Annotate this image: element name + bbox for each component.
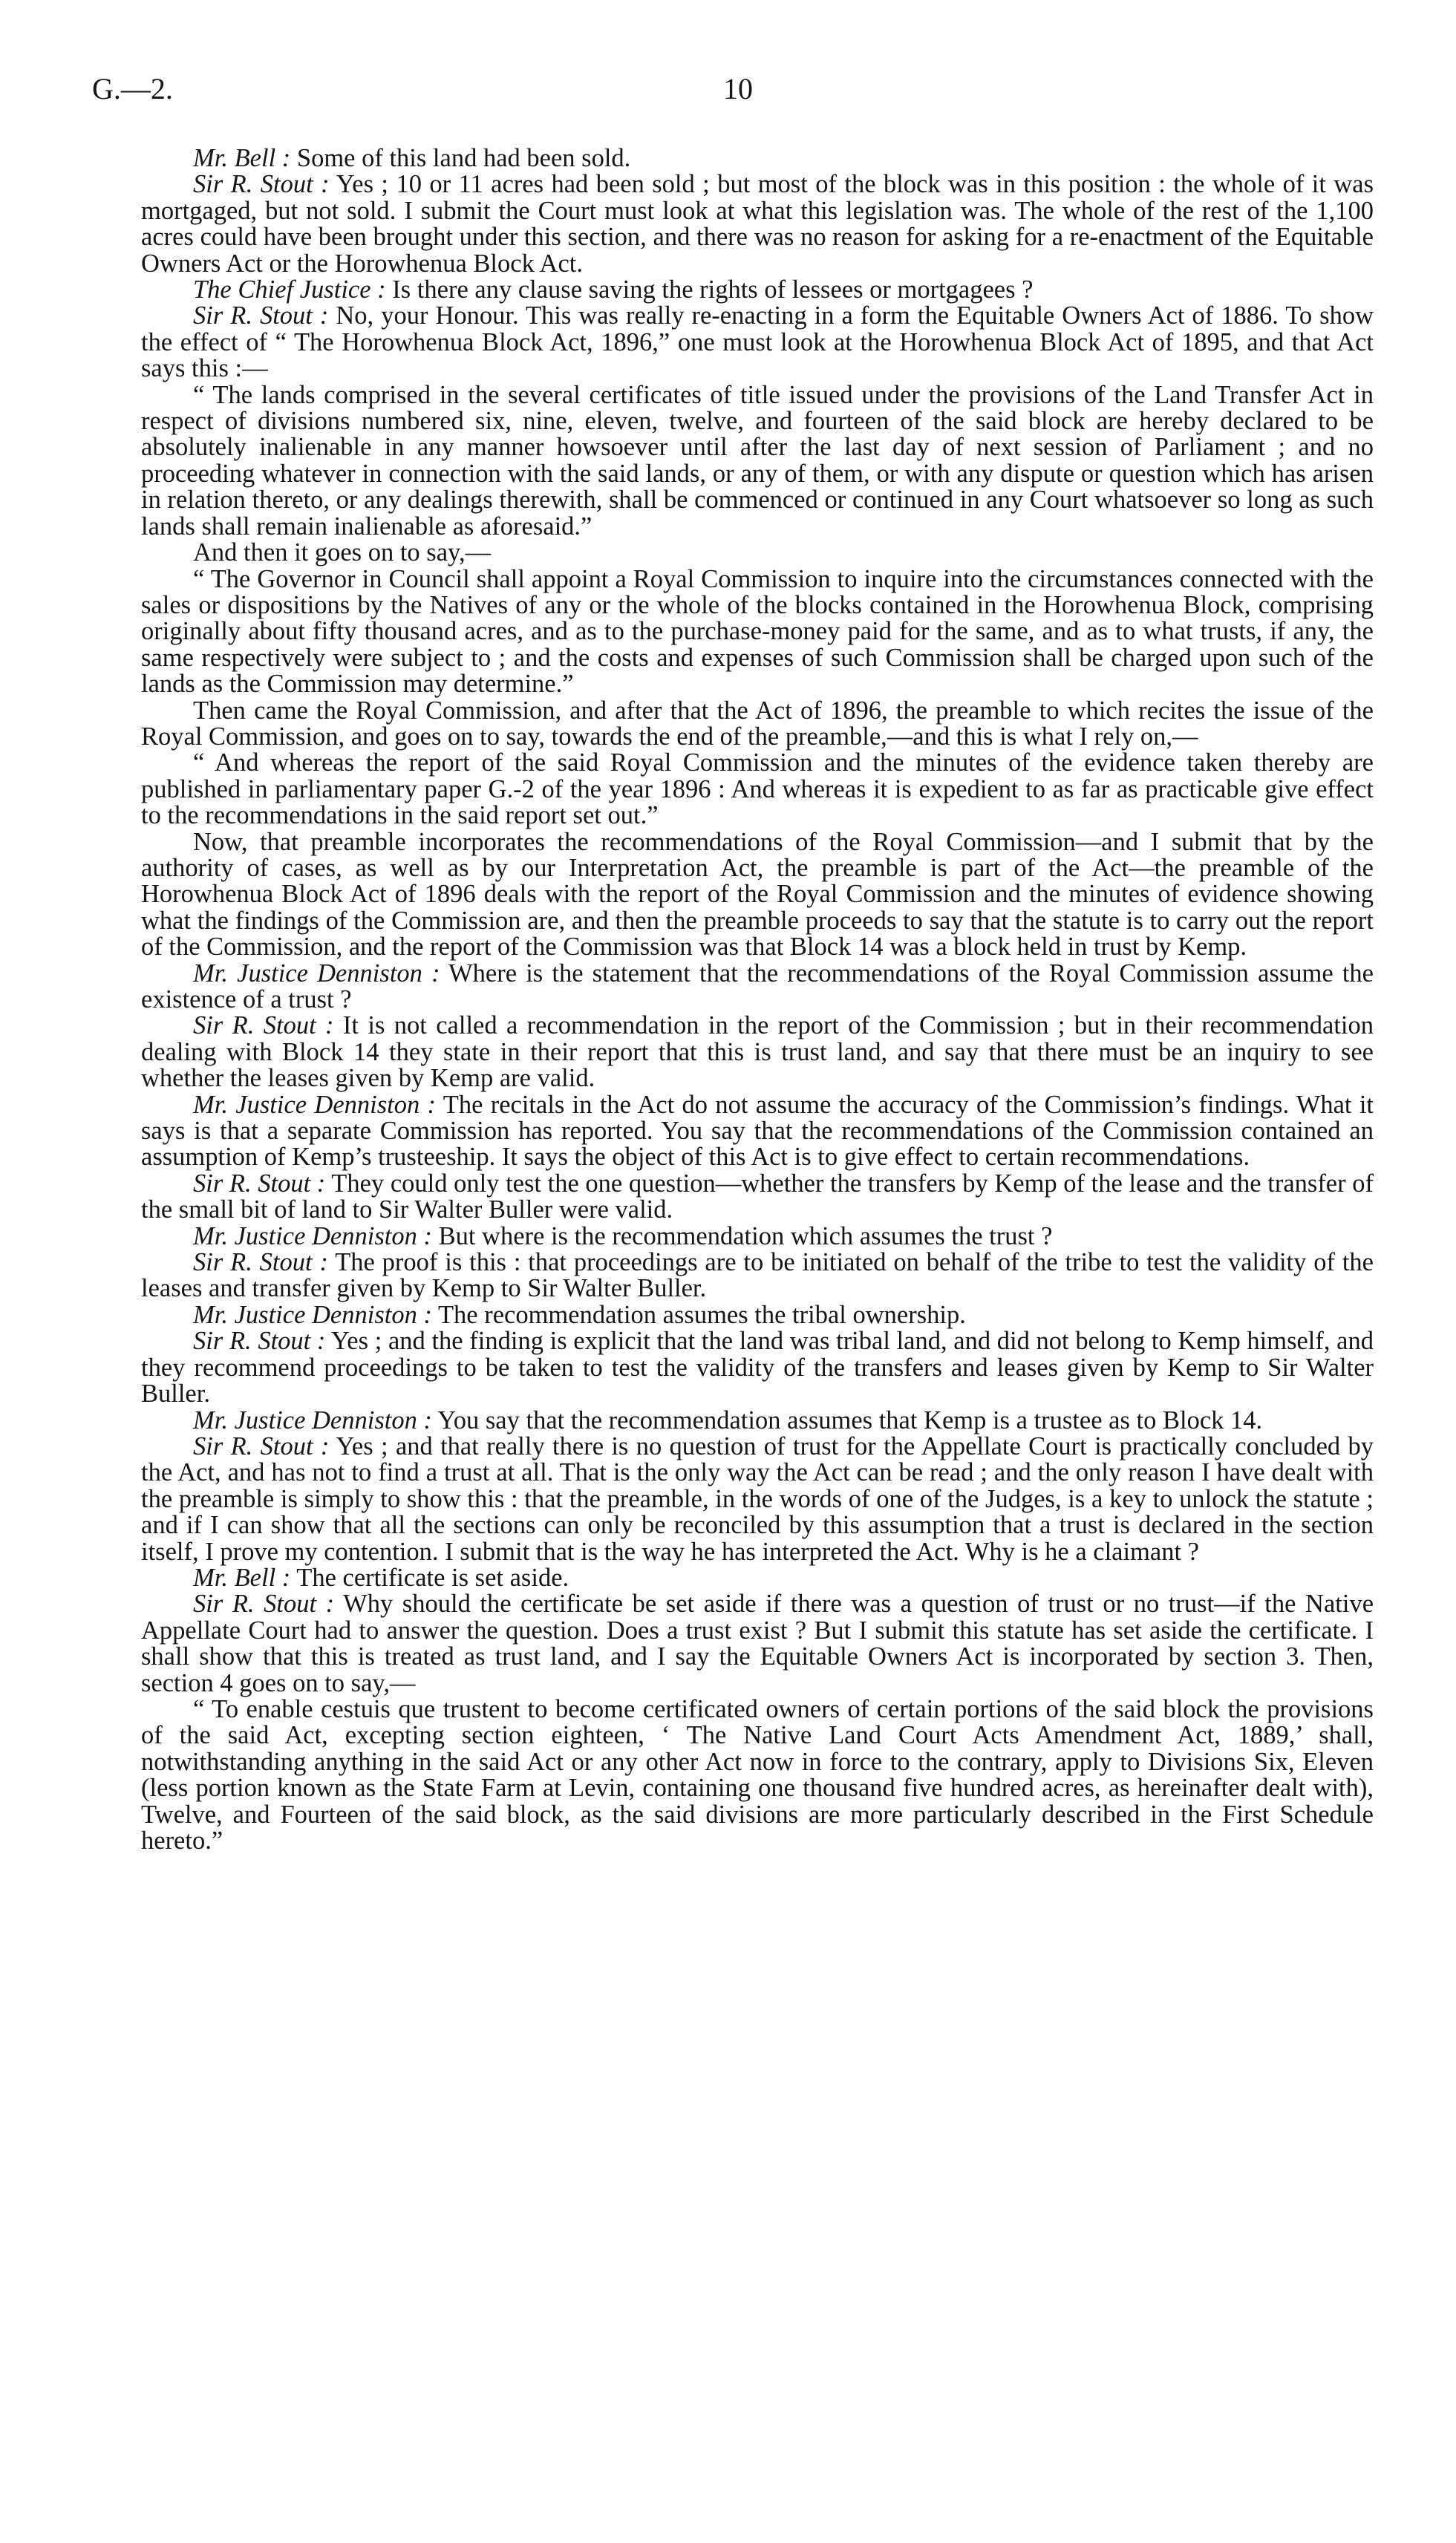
paragraph-text: You say that the recommendation assumes that Kemp is a trustee as to Block 14. xyxy=(431,1406,1263,1434)
quoted-statute xyxy=(141,382,1374,540)
speaker-name: Mr. Justice Denniston : xyxy=(193,1090,437,1119)
speaker-name: Mr. Bell : xyxy=(193,144,291,172)
paragraph-text: And then it goes on to say,— xyxy=(193,538,492,567)
paragraph xyxy=(141,1591,1374,1697)
quoted-statute xyxy=(141,564,1374,699)
speaker-name: Sir R. Stout : xyxy=(193,170,330,199)
speaker-name: Sir R. Stout : xyxy=(193,1432,330,1460)
paragraph-text: They could only test the one question—whether the transfers by Kemp of the lease and the transfer of the small bit of land to Sir Walter Buller were valid. xyxy=(141,1169,1374,1224)
paragraph-text: Why should the certificate be set aside if there was a question of trust or no trust—if the Native Appellate Court had to answer the question. Does a trust exist ? But I submit this statute has set aside the certificate. I shall show that this is treated as trust land, and I say the Equitable Owners Act is incorporated by section 3. Then, section 4 goes on to say,— xyxy=(141,1590,1374,1697)
paragraph xyxy=(141,698,1374,751)
paragraph-text: “ To enable cestuis que trustent to become certificated owners of certain portions of the said block the provisions of the said Act, excepting section eighteen, ‘ The Native Land Court Acts Amendment Act, 1889,’ shall, notwithstanding anything in the said Act or any other Act now in force to the contrary, apply to Divisions Six, Eleven (less portion known as the State Farm at Levin, containing one thousand five hundred acres, as hereinafter dealt with), Twelve, and Fourteen of the said block, as the said divisions are more particularly described in the First Schedule hereto.” xyxy=(141,1694,1374,1855)
speaker-name: Sir R. Stout : xyxy=(193,1327,326,1356)
paragraph xyxy=(141,1171,1374,1224)
paragraph xyxy=(141,1250,1374,1302)
paragraph-text: Yes ; 10 or 11 acres had been sold ; but most of the block was in this position : the whole of it was mortgaged, but not sold. I submit the Court must look at what this legislation was. The whole of the rest of the 1,100 acres could have been brought under this section, and there was no reason for asking for a re-enactment of the Equitable Owners Act or the Horowhenua Block Act. xyxy=(141,170,1374,278)
paragraph-text: But where is the recommendation which assumes the trust ? xyxy=(431,1221,1053,1250)
paragraph-text: Yes ; and the finding is explicit that the land was tribal land, and did not belong to Kemp himself, and they recommend proceedings to be taken to test the validity of the transfers and leases given by Kemp to Sir Walter Buller. xyxy=(141,1327,1374,1408)
speaker-name: Sir R. Stout : xyxy=(193,301,329,330)
paragraph-text: The recitals in the Act do not assume the accuracy of the Commission’s findings. What it says is that a separate Commission has reported. You say that the recommendations of the Commission contained an assumption of Kemp’s trusteeship. It says the object of this Act is to give effect to certain recommendations. xyxy=(141,1090,1374,1172)
speaker-name: Sir R. Stout : xyxy=(193,1169,326,1198)
paragraph-text: No, your Honour. This was really re-enacting in a form the Equitable Owners Act of 1886. To show the effect of “ The Horowhenua Block Act, 1896,” one must look at the Horowhenua Block Act of 1895, and that Act says this :— xyxy=(141,301,1374,383)
paragraph-text: Now, that preamble incorporates the recommendations of the Royal Commission—and I submit that by the authority of cases, as well as by our Interpretation Act, the preamble is part of the Act—the preamble of the Horowhenua Block Act of 1896 deals with the report of the Royal Commission and the minutes of evidence showing what the findings of the Commission are, and then the preamble proceeds to say that the statute is to carry out the report of the Commission, and the report of the Commission was that Block 14 was a block held in trust by Kemp. xyxy=(141,827,1374,962)
paragraph xyxy=(141,1565,1374,1591)
paragraph xyxy=(141,829,1374,961)
document-body xyxy=(141,146,1374,1854)
paragraph-text: “ The lands comprised in the several certificates of title issued under the provisions of the Land Transfer Act in respect of divisions numbered six, nine, eleven, twelve, and fourteen of the said block are hereby declared to be absolutely inalienable in any manner howsoever until after the last day of next session of Parliament ; and no proceeding whatever in connection with the said lands, or any of them, or with any dispute or question which has arisen in relation thereto, or any dealings therewith, shall be commenced or continued in any Court whatsoever so long as such lands shall remain inalienable as aforesaid.” xyxy=(141,380,1374,541)
paragraph xyxy=(141,1013,1374,1091)
paragraph xyxy=(141,303,1374,382)
quoted-statute xyxy=(141,750,1374,829)
speaker-name: Mr. Bell : xyxy=(193,1563,291,1592)
paragraph xyxy=(141,1092,1374,1171)
speaker-name: Sir R. Stout : xyxy=(193,1590,335,1619)
paragraph xyxy=(141,540,1374,566)
document-reference: G.—2. xyxy=(92,72,173,105)
paragraph xyxy=(141,1328,1374,1407)
speaker-name: Sir R. Stout : xyxy=(193,1011,334,1040)
paragraph-text: The recommendation assumes the tribal ownership. xyxy=(431,1300,966,1329)
paragraph-text: “ The Governor in Council shall appoint a Royal Commission to inquire into the circumstances connected with the sales or dispositions by the Natives of any or the whole of the blocks contained in the Horowhenua Block, comprising originally about fifty thousand acres, and as to the purchase-money paid for the same, and as to what trusts, if any, the same respectively were subject to ; and the costs and expenses of such Commission shall be charged upon such of the lands as the Commission may determine.” xyxy=(141,564,1374,699)
paragraph-text: Is there any clause saving the rights of lessees or mortgagees ? xyxy=(385,275,1034,304)
paragraph xyxy=(141,1408,1374,1434)
paragraph-text: Where is the statement that the recommendations of the Royal Commission assume the existence of a trust ? xyxy=(141,959,1374,1013)
paragraph xyxy=(141,1434,1374,1565)
paragraph xyxy=(141,961,1374,1013)
speaker-name: Mr. Justice Denniston : xyxy=(193,1221,432,1250)
paragraph xyxy=(141,172,1374,277)
paragraph xyxy=(141,146,1374,172)
page-number: 10 xyxy=(723,72,753,105)
quoted-statute xyxy=(141,1694,1374,1855)
page-header xyxy=(92,71,1384,116)
speaker-name: Mr. Justice Denniston : xyxy=(193,1300,432,1329)
speaker-name: Mr. Justice Denniston : xyxy=(193,1406,432,1434)
paragraph-text: It is not called a recommendation in the report of the Commission ; but in their recommendation dealing with Block 14 they state in their report that this is trust land, and say that there must be an inquiry to see whether the leases given by Kemp are valid. xyxy=(141,1011,1374,1093)
paragraph-text: The certificate is set aside. xyxy=(290,1563,569,1592)
paragraph xyxy=(141,1302,1374,1328)
paragraph-text: Yes ; and that really there is no question of trust for the Appellate Court is practically concluded by the Act, and has not to find a trust at all. That is the only way the Act can be read ; and the only reason I have dealt with the preamble is simply to show this : that the preamble, in the words of one of the Judges, is a key to unlock the statute ; and if I can show that all the sections can only be reconciled by this assumption that a trust is declared in the section itself, I prove my contention. I submit that is the way he has interpreted the Act. Why is he a claimant ? xyxy=(141,1432,1374,1566)
speaker-name: Mr. Justice Denniston : xyxy=(193,959,440,988)
paragraph xyxy=(141,1221,1374,1250)
paragraph-text: Then came the Royal Commission, and after that the Act of 1896, the preamble to which recites the issue of the Royal Commission, and goes on to say, towards the end of the preamble,—and this is what I rely on,— xyxy=(141,696,1374,751)
paragraph-text: Some of this land had been sold. xyxy=(290,144,631,172)
speaker-name: The Chief Justice : xyxy=(193,275,386,304)
paragraph xyxy=(141,277,1374,303)
speaker-name: Sir R. Stout : xyxy=(193,1248,328,1277)
paragraph-text: “ And whereas the report of the said Royal Commission and the minutes of the evidence taken thereby are published in parliamentary paper G.-2 of the year 1896 : And whereas it is expedient to as far as practicable give effect to the recommendations in the said report set out.” xyxy=(141,748,1374,830)
paragraph-text: The proof is this : that proceedings are to be initiated on behalf of the tribe to test the validity of the leases and transfer given by Kemp to Sir Walter Buller. xyxy=(141,1248,1374,1303)
